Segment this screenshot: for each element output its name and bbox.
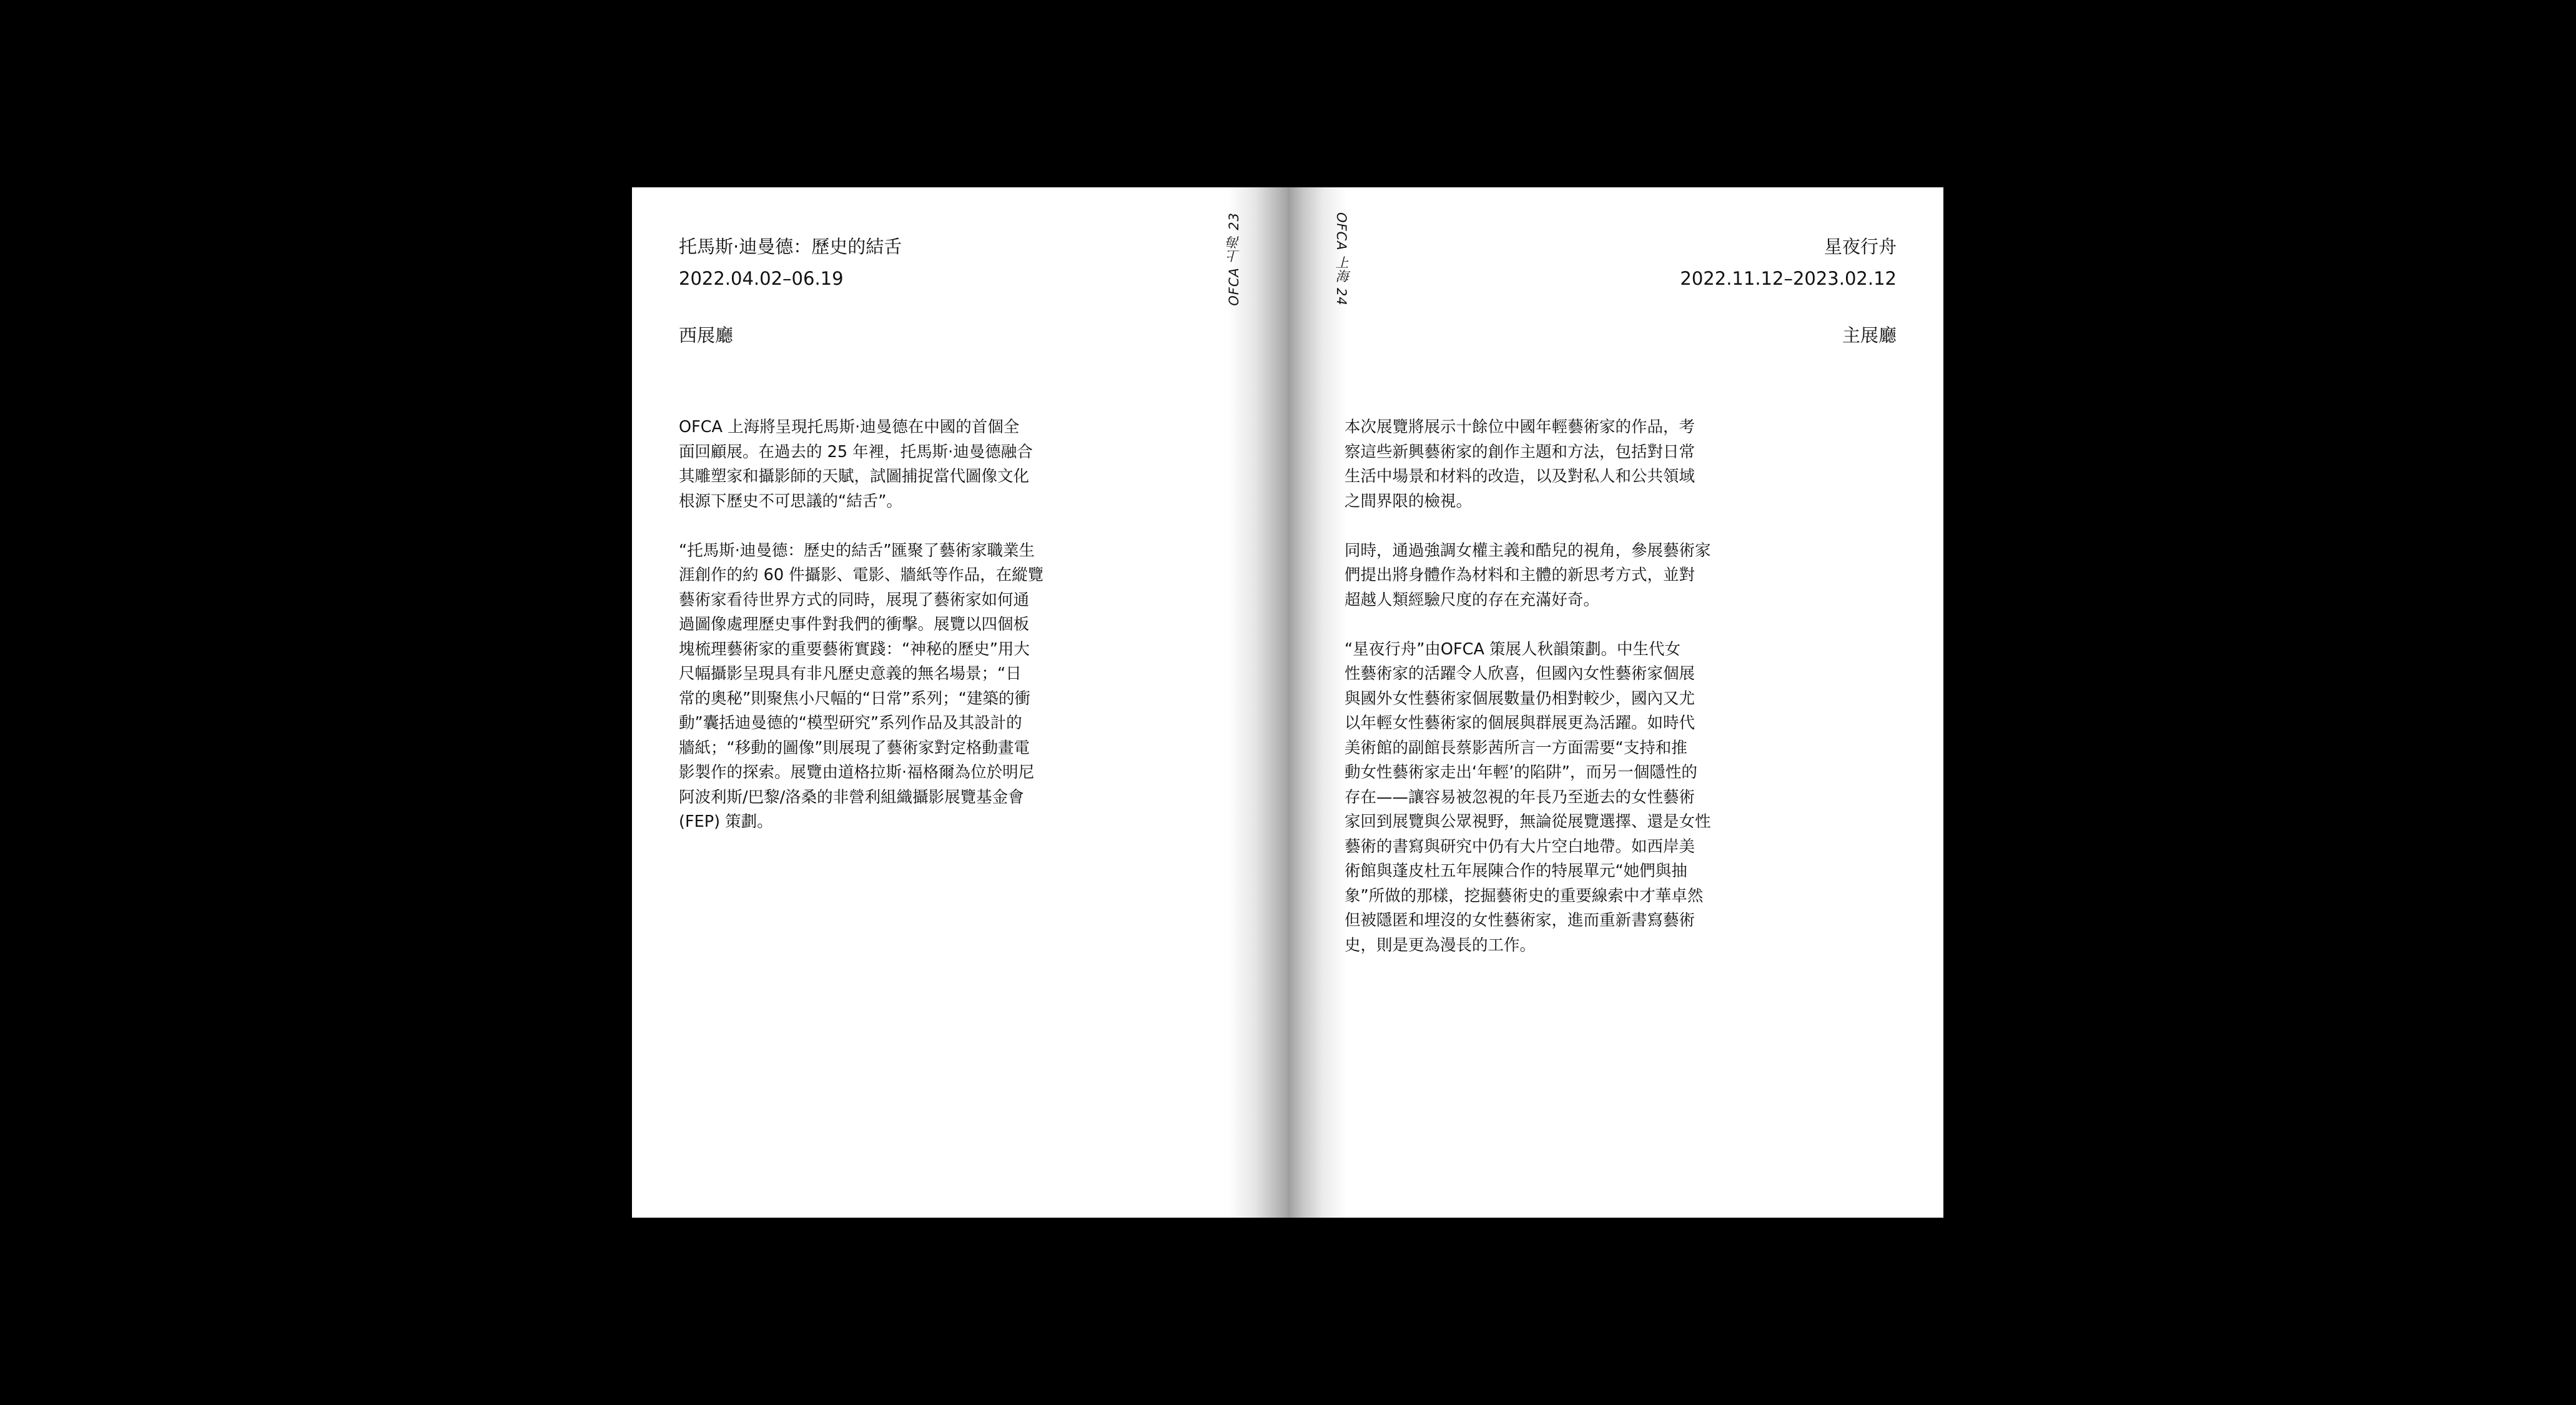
- left-folio: OFCA 上海 23: [1226, 212, 1241, 306]
- right-paragraph: 同時，通過強調女權主義和酷兒的視角，參展藝術家 們提出將身體作為材料和主體的新思考方式，並對 超越人類經驗尺度的存在充滿好奇。: [1345, 541, 1711, 609]
- left-paragraph: “托馬斯·迪曼德：歷史的結舌”匯聚了藝術家職業生 涯創作的約 60 件攝影、電影、牆紙等作品，在縱覽 藝術家看待世界方式的同時，展現了藝術家如何通 過圖像處理歷史事件對我們的衝擊。展覽以四個板 塊梳理藝術家的重要藝術實踐：“神秘的歷史”用大 尺幅攝影呈現具有非凡歷史意義的無名場景；“日 常的奧秘”則聚焦小尺幅的“日常”系列；“建築的衝 動”囊括迪曼德的“模型研究”系列作品及其設計的 牆紙；“移動的圖像”則展現了藝術家對定格動畫電 影製作的探索。展覽由道格拉斯·福格爾為位於明尼 阿波利斯/巴黎/洛桑的非營利組織攝影展覽基金會 (FEP) 策劃。: [679, 541, 1044, 831]
- right-heading: [1680, 231, 1897, 295]
- left-body-text: [679, 415, 1047, 859]
- right-paragraph: “星夜行舟”由OFCA 策展人秋韻策劃。中生代女 性藝術家的活躍令人欣喜，但國內女性藝術家個展 與國外女性藝術家個展數量仍相對較少，國內又尤 以年輕女性藝術家的個展與群展更為活躍。如時代 美術館的副館長蔡影茜所言一方面需要“支持和推 動女性藝術家走出‘年輕’的陷阱”，而另一個隱性的 存在——讓容易被忽視的年長乃至逝去的女性藝術 家回到展覽與公眾視野，無論從展覽選擇、還是女性 藝術的書寫與研究中仍有大片空白地帶。如西岸美 術館與蓬皮杜五年展陳合作的特展單元“她們與抽 象”所做的那樣，挖掘藝術史的重要線索中才華卓然 但被隱匿和埋沒的女性藝術家，進而重新書寫藝術 史，則是更為漫長的工作。: [1345, 639, 1711, 955]
- right-folio: OFCA 上海 24: [1334, 212, 1349, 306]
- left-exhibition-dates: 2022.04.02–06.19: [679, 268, 844, 289]
- right-exhibition-title: 星夜行舟: [1823, 236, 1897, 257]
- right-paragraph: 本次展覽將展示十餘位中國年輕藝術家的作品，考 察這些新興藝術家的創作主題和方法，包括對日常 生活中場景和材料的改造，以及對私人和公共領域 之間界限的檢視。: [1345, 418, 1695, 511]
- right-venue: 主展廳: [1842, 325, 1897, 346]
- left-exhibition-title: 托馬斯·迪曼德：歷史的結舌: [679, 236, 902, 257]
- right-exhibition-dates: 2022.11.12–2023.02.12: [1680, 268, 1897, 289]
- left-paragraph: OFCA 上海將呈現托馬斯·迪曼德在中國的首個全 面回顧展。在過去的 25 年裡，托馬斯·迪曼德融合 其雕塑家和攝影師的天賦，試圖捕捉當代圖像文化 根源下歷史不可思議的“結舌”。: [679, 418, 1033, 511]
- right-page: [1288, 187, 1943, 1218]
- book-spread: [632, 187, 1943, 1218]
- right-body-text: [1345, 415, 1713, 983]
- left-venue: 西展廳: [679, 325, 734, 346]
- left-heading: [679, 231, 902, 295]
- left-page: [632, 187, 1288, 1218]
